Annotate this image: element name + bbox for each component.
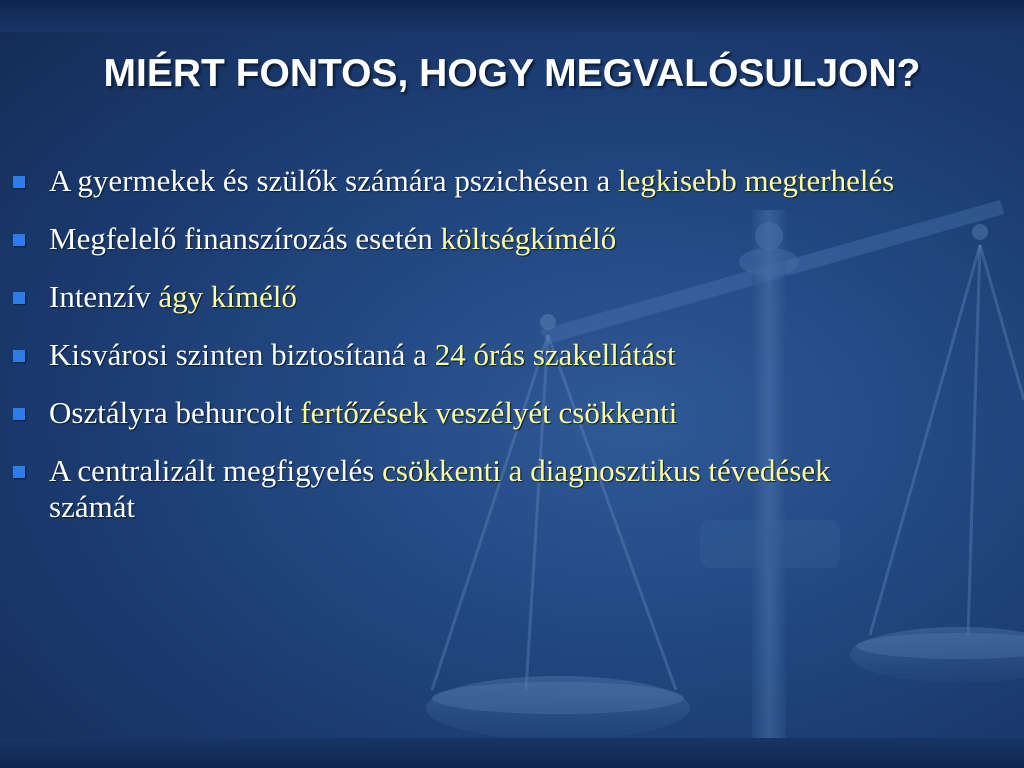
bullet-item bbox=[12, 337, 912, 373]
bullet-item bbox=[12, 221, 912, 257]
square-bullet-icon bbox=[13, 292, 25, 304]
bullet-highlight: fertőzések veszélyét csökkenti bbox=[300, 395, 678, 430]
bullet-tail: számát bbox=[49, 489, 136, 524]
bullet-text: Intenzív bbox=[49, 279, 159, 314]
bullet-highlight: 24 órás szakellátást bbox=[434, 337, 676, 372]
bullet-list bbox=[12, 163, 912, 547]
bullet-text: Kisvárosi szinten biztosítaná a bbox=[49, 337, 435, 372]
square-bullet-icon bbox=[13, 176, 25, 188]
bullet-item bbox=[12, 453, 912, 525]
bullet-item bbox=[12, 163, 912, 199]
bullet-text: A gyermekek és szülők számára pszichésen a bbox=[49, 163, 618, 198]
square-bullet-icon bbox=[13, 350, 25, 362]
bottom-band bbox=[0, 738, 1024, 768]
bullet-text: Osztályra behurcolt bbox=[49, 395, 301, 430]
bullet-highlight: ágy kímélő bbox=[158, 279, 297, 314]
square-bullet-icon bbox=[13, 408, 25, 420]
slide-title: MIÉRT FONTOS, HOGY MEGVALÓSULJON? bbox=[103, 52, 921, 95]
bullet-highlight: csökkenti a diagnosztikus tévedések bbox=[382, 453, 831, 488]
bullet-text: A centralizált megfigyelés bbox=[49, 453, 383, 488]
bullet-highlight: költségkímélő bbox=[440, 221, 617, 256]
bullet-item bbox=[12, 395, 912, 431]
square-bullet-icon bbox=[13, 466, 25, 478]
bullet-item bbox=[12, 279, 912, 315]
square-bullet-icon bbox=[13, 234, 25, 246]
bullet-text: Megfelelő finanszírozás esetén bbox=[49, 221, 441, 256]
bullet-highlight: legkisebb megterhelés bbox=[617, 163, 895, 198]
